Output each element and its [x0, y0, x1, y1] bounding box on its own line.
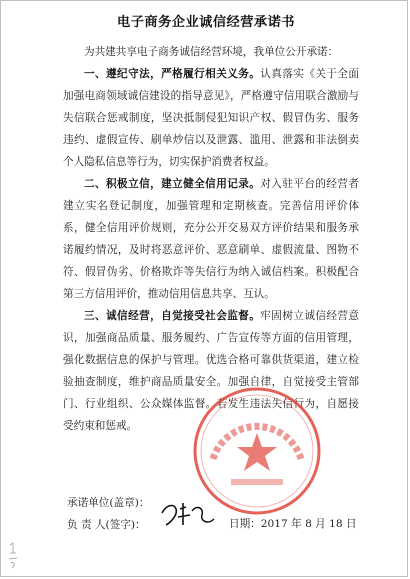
paragraph-1-lead: 一、遵纪守法，严格履行相关义务。	[84, 68, 261, 80]
margin-handwriting-marks	[7, 541, 21, 571]
sign-person-label: 负 责 人(签字)：	[67, 519, 146, 531]
date-line: 日期：2017 年 8 月 18 日	[229, 518, 357, 530]
paragraph-2	[63, 173, 359, 305]
handwritten-signature	[156, 495, 226, 531]
sign-unit-label: 承诺单位(盖章)：	[67, 497, 150, 509]
paragraph-2-body: 对入驻平台的经营者建立实名登记制度，加强管理和定期核查。完善信用评价体系，健全信用评价规则，充分公开交易双方评价结果和服务承诺履约情况，及时将恶意评价、恶意刷单、虚假流量、图物不符、假冒伪劣、价格欺诈等失信行为纳入诚信档案。积极配合第三方信用评价，推动信用信息共享、互认。	[63, 178, 360, 300]
paragraph-3-lead: 三、诚信经营，自觉接受社会监督。	[84, 310, 261, 322]
paragraph-1	[63, 63, 359, 173]
document-title: 电子商务企业诚信经营承诺书	[117, 15, 295, 30]
paragraph-3-body: 牢固树立诚信经营意识，加强商品质量、服务履约、广告宣传等方面的信用管理，强化数据信息的保护与管理。优选合格可靠供货渠道，建立检验抽查制度，维护商品质量安全。加强自律，自觉接受主管部门、行业组织、公众媒体监督。若发生违法失信行为，自愿接受约束和惩戒。	[63, 310, 360, 432]
intro-text: 为共建共享电子商务诚信经营环境，我单位公开承诺：	[84, 46, 339, 58]
paragraph-2-lead: 二、积极立信，建立健全信用记录。	[84, 178, 261, 190]
document-body	[63, 41, 359, 437]
paragraph-1-body: 认真落实《关于全面加强电商领域诚信建设的指导意见》，严格遵守信用联合激励与失信联合惩戒制度，坚决抵制侵犯知识产权、假冒伪劣、服务违约、虚假宣传、刷单炒信以及泄露、滥用、泄露和非法倒卖个人隐私信息等行为，切实保护消费者权益。	[63, 68, 360, 168]
